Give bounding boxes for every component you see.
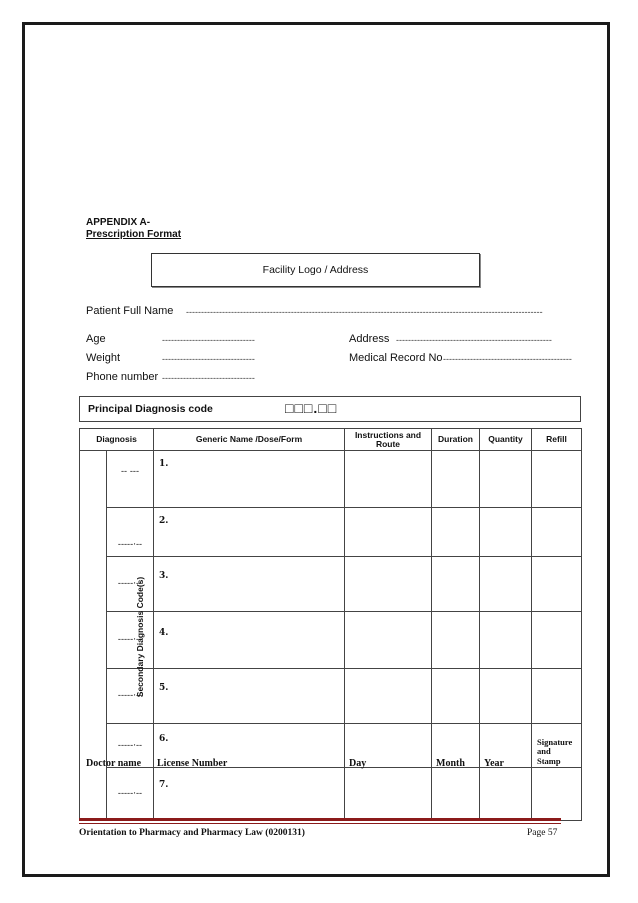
table-row	[80, 508, 582, 557]
weight-line: -------------------------------	[162, 354, 255, 364]
secondary-code-field[interactable]: -----·--	[107, 768, 154, 821]
month-label: Month	[436, 758, 465, 769]
quantity-cell[interactable]	[480, 508, 532, 557]
header-diagnosis: Diagnosis	[80, 429, 154, 451]
license-number-label: License Number	[157, 758, 228, 769]
secondary-code-field[interactable]: -----·--	[107, 508, 154, 557]
secondary-code-field[interactable]: -----·--	[107, 724, 154, 768]
instructions-cell[interactable]	[345, 612, 432, 669]
secondary-code-field[interactable]: -- ---	[107, 451, 154, 508]
header-generic-name: Generic Name /Dose/Form	[154, 429, 345, 451]
table-header-row	[80, 429, 582, 451]
table-row	[80, 451, 582, 508]
principal-diagnosis-label: Principal Diagnosis code	[88, 403, 213, 415]
phone-number-line: -------------------------------	[162, 373, 255, 383]
signature-line3: Stamp	[537, 755, 561, 766]
principal-diagnosis-box	[79, 396, 581, 422]
quantity-cell[interactable]	[480, 768, 532, 821]
secondary-diagnosis-label: Secondary Diagnosis Code(s)	[135, 576, 146, 697]
address-line: ----------------------------------------------------	[396, 335, 552, 345]
phone-number-label: Phone number	[86, 371, 159, 383]
medication-entry[interactable]: 7.	[154, 768, 345, 821]
course-title: Orientation to Pharmacy and Pharmacy Law (0200131)	[79, 828, 305, 838]
age-label: Age	[86, 333, 106, 345]
duration-cell[interactable]	[432, 612, 480, 669]
patient-full-name-label: Patient Full Name	[86, 305, 174, 317]
instructions-cell[interactable]	[345, 451, 432, 508]
quantity-cell[interactable]	[480, 557, 532, 612]
table-row	[80, 768, 582, 821]
quantity-cell[interactable]	[480, 669, 532, 724]
patient-full-name-line: -----------------------------------------------------------------------------------------------------------------------	[186, 307, 543, 317]
medication-entry[interactable]: 6.	[154, 724, 345, 768]
facility-label: Facility Logo / Address	[262, 264, 369, 276]
appendix-title: APPENDIX A-	[86, 217, 151, 228]
secondary-code-field[interactable]: -----·--	[107, 612, 154, 669]
day-label: Day	[349, 758, 367, 769]
duration-cell[interactable]	[432, 508, 480, 557]
signature-line1: Signature	[537, 737, 573, 747]
medication-entry[interactable]: 2.	[154, 508, 345, 557]
address-label: Address	[349, 333, 390, 345]
quantity-cell[interactable]	[480, 612, 532, 669]
age-line: -------------------------------	[162, 335, 255, 345]
doctor-name-label: Doctor name	[86, 758, 142, 769]
duration-cell[interactable]	[432, 557, 480, 612]
year-label: Year	[484, 758, 504, 769]
medication-entry[interactable]: 5.	[154, 669, 345, 724]
quantity-cell[interactable]	[480, 451, 532, 508]
footer-rule-thin	[79, 823, 561, 824]
duration-cell[interactable]	[432, 768, 480, 821]
header-quantity: Quantity	[480, 429, 532, 451]
table-row	[80, 724, 582, 768]
principal-diagnosis-code: □□□.□□	[285, 400, 338, 416]
medical-record-no-label: Medical Record No	[349, 352, 443, 364]
instructions-cell[interactable]	[345, 669, 432, 724]
table-row	[80, 612, 582, 669]
duration-cell[interactable]	[432, 451, 480, 508]
signature-label	[537, 738, 572, 766]
header-refill: Refill	[532, 429, 582, 451]
instructions-cell[interactable]	[345, 768, 432, 821]
facility-logo-box	[151, 253, 480, 287]
page-number: Page 57	[527, 828, 558, 838]
refill-cell[interactable]	[532, 669, 582, 724]
medication-entry[interactable]: 3.	[154, 557, 345, 612]
medication-entry[interactable]: 1.	[154, 451, 345, 508]
refill-cell[interactable]	[532, 557, 582, 612]
secondary-code-field[interactable]: -----·--	[107, 669, 154, 724]
footer-rule-thick	[79, 818, 561, 821]
table-row	[80, 669, 582, 724]
table-row	[80, 557, 582, 612]
header-instructions: Instructions and Route	[345, 429, 432, 451]
medical-record-no-line: -------------------------------------------	[443, 354, 572, 364]
refill-cell[interactable]	[532, 508, 582, 557]
refill-cell[interactable]	[532, 768, 582, 821]
instructions-cell[interactable]	[345, 508, 432, 557]
medication-entry[interactable]: 4.	[154, 612, 345, 669]
refill-cell[interactable]	[532, 612, 582, 669]
prescription-format-title: Prescription Format	[86, 229, 182, 240]
secondary-code-field[interactable]: -----·--	[107, 557, 154, 612]
duration-cell[interactable]	[432, 669, 480, 724]
refill-cell[interactable]	[532, 451, 582, 508]
prescription-table	[79, 428, 582, 821]
weight-label: Weight	[86, 352, 121, 364]
header-duration: Duration	[432, 429, 480, 451]
signature-line2: and	[537, 746, 551, 757]
instructions-cell[interactable]	[345, 557, 432, 612]
